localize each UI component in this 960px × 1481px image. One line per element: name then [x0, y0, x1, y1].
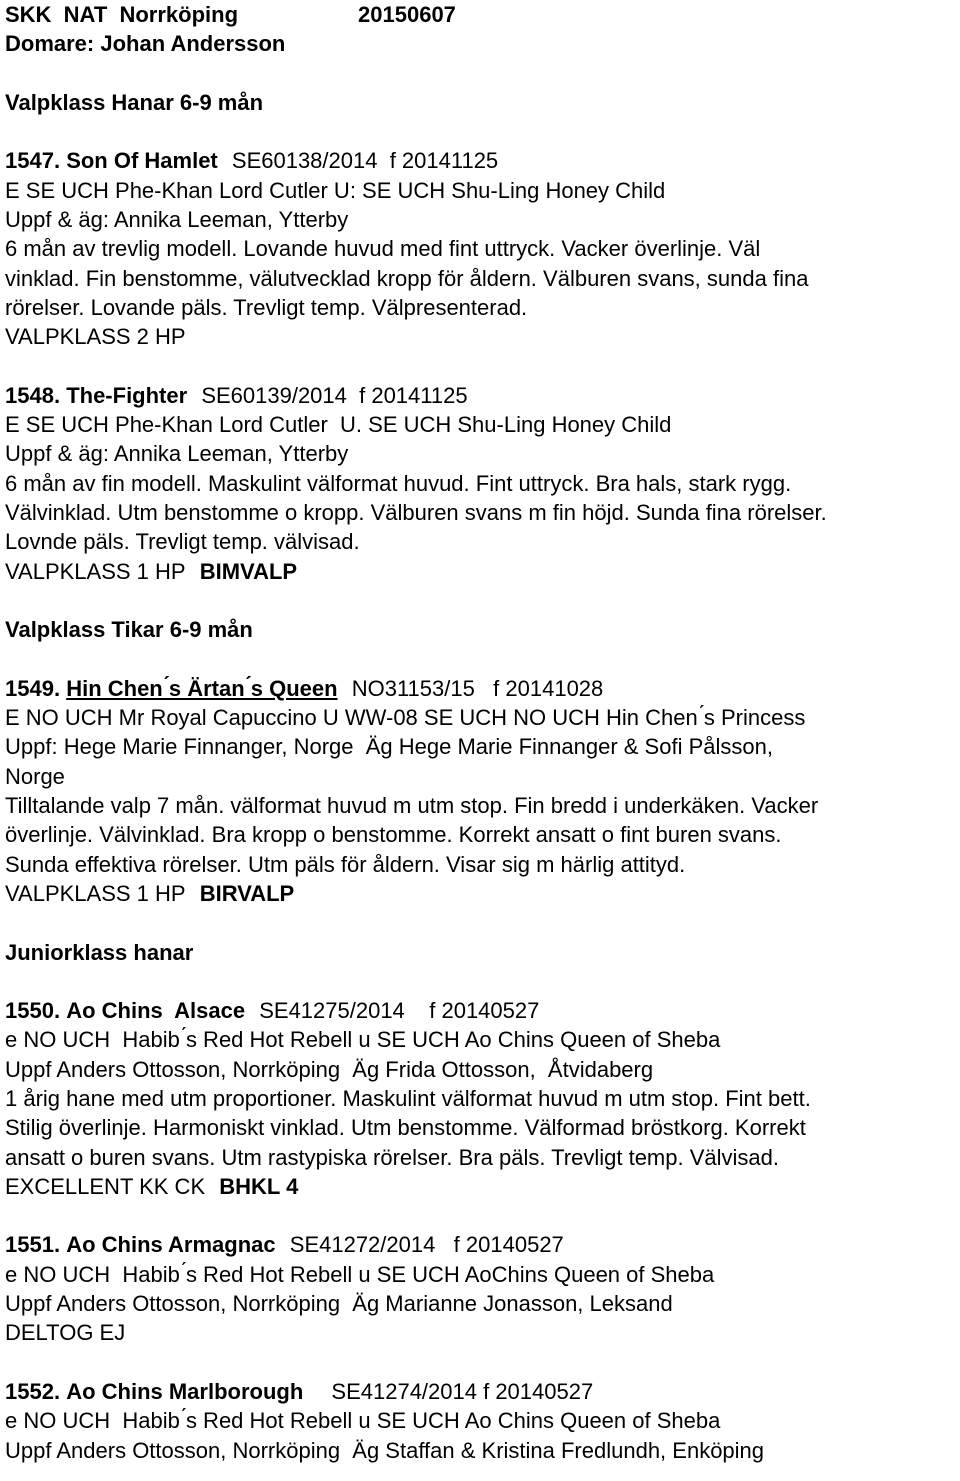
breeder-owner: Uppf Anders Ottosson, Norrköping Äg Staffan & Kristina Fredlundh, Enköping — [5, 1437, 765, 1463]
registration: NO31153/15 f 20141028 — [351, 675, 604, 701]
critique-line: rörelser. Lovande päls. Trevligt temp. Välpresenterad. — [5, 294, 528, 320]
parents: E SE UCH Phe-Khan Lord Cutler U. SE UCH Shu-Ling Honey Child — [5, 412, 672, 438]
entry-header-1548 — [5, 381, 960, 410]
parents: e NO UCH Habib ́s Red Hot Rebell u SE UCH AoChins Queen of Sheba — [5, 1261, 715, 1287]
result-line — [5, 1172, 960, 1201]
registration: SE41272/2014 f 20140527 — [289, 1232, 564, 1258]
results-document — [5, 0, 960, 1465]
entry-header-1552 — [5, 1377, 960, 1406]
spacer — [5, 1348, 960, 1377]
award: BHKL 4 — [219, 1173, 299, 1199]
class-heading: Juniorklass hanar — [5, 939, 194, 965]
breeder-owner: Uppf Anders Ottosson, Norrköping Äg Marianne Jonasson, Leksand — [5, 1291, 673, 1317]
parents: e NO UCH Habib ́s Red Hot Rebell u SE UCH Ao Chins Queen of Sheba — [5, 1408, 721, 1434]
result: EXCELLENT KK CK — [5, 1173, 206, 1199]
entry-number: 1548. — [5, 382, 61, 408]
critique-line: Sunda effektiva rörelser. Utm päls för åldern. Visar sig m härlig attityd. — [5, 851, 686, 877]
spacer — [5, 967, 960, 996]
entry-number: 1547. — [5, 148, 61, 174]
entry-number: 1552. — [5, 1378, 61, 1404]
registration: SE60138/2014 f 20141125 — [231, 148, 499, 174]
breeder-owner: Uppf Anders Ottosson, Norrköping Äg Frida Ottosson, Åtvidaberg — [5, 1056, 654, 1082]
critique-line: Välvinklad. Utm benstomme o kropp. Välburen svans m fin höjd. Sunda fina rörelser. — [5, 500, 827, 526]
result: VALPKLASS 1 HP — [5, 880, 186, 906]
class-heading: Valpklass Hanar 6-9 mån — [5, 89, 264, 115]
entry-number: 1551. — [5, 1232, 61, 1258]
result: DELTOG EJ — [5, 1320, 126, 1346]
critique-line: 6 mån av trevlig modell. Lovande huvud med fint uttryck. Vacker överlinje. Väl — [5, 236, 761, 262]
entry-header-1547 — [5, 146, 960, 175]
result-line — [5, 879, 960, 908]
dog-name: The-Fighter — [66, 382, 188, 408]
dog-name: Son Of Hamlet — [66, 148, 218, 174]
dog-name: Hin Chen ́s Ärtan ́s Queen — [66, 675, 338, 701]
header-line — [5, 0, 960, 29]
spacer — [5, 352, 960, 381]
critique-line: Tilltalande valp 7 mån. välformat huvud m utm stop. Fin bredd i underkäken. Vacker — [5, 793, 819, 819]
show-name: SKK NAT Norrköping — [5, 2, 239, 27]
breeder-owner: Norge — [5, 763, 65, 789]
parents: e NO UCH Habib ́s Red Hot Rebell u SE UCH Ao Chins Queen of Sheba — [5, 1027, 721, 1053]
breeder-owner: Uppf & äg: Annika Leeman, Ytterby — [5, 441, 349, 467]
critique-line: vinklad. Fin benstomme, välutvecklad kropp för åldern. Välburen svans, sunda fina — [5, 265, 809, 291]
registration: SE41274/2014 f 20140527 — [331, 1378, 594, 1404]
result: VALPKLASS 1 HP — [5, 558, 186, 584]
spacer — [5, 59, 960, 88]
spacer — [5, 1201, 960, 1230]
critique-line: Stilig överlinje. Harmoniskt vinklad. Utm benstomme. Välformad bröstkorg. Korrekt — [5, 1115, 806, 1141]
critique-line: 1 årig hane med utm proportioner. Maskulint välformat huvud m utm stop. Fint bett. — [5, 1085, 811, 1111]
registration: SE41275/2014 f 20140527 — [259, 998, 540, 1024]
award: BIMVALP — [199, 558, 298, 584]
award: BIRVALP — [199, 880, 295, 906]
critique-line: 6 mån av fin modell. Maskulint välformat huvud. Fint uttryck. Bra hals, stark rygg. — [5, 470, 792, 496]
registration: SE60139/2014 f 20141125 — [201, 382, 468, 408]
breeder-owner: Uppf: Hege Marie Finnanger, Norge Äg Hege Marie Finnanger & Sofi Pålsson, — [5, 734, 773, 760]
parents: E NO UCH Mr Royal Capuccino U WW-08 SE UCH NO UCH Hin Chen ́s Princess — [5, 705, 806, 731]
spacer — [5, 586, 960, 615]
spacer — [5, 645, 960, 674]
entry-number: 1549. — [5, 675, 61, 701]
critique-line: Lovnde päls. Trevligt temp. välvisad. — [5, 529, 360, 555]
entry-number: 1550. — [5, 998, 61, 1024]
result: VALPKLASS 2 HP — [5, 324, 186, 350]
show-date: 20150607 — [358, 2, 456, 27]
critique-line: ansatt o buren svans. Utm rastypiska rörelser. Bra päls. Trevligt temp. Välvisad. — [5, 1144, 779, 1170]
judge-line: Domare: Johan Andersson — [5, 31, 286, 57]
dog-name: Ao Chins Alsace — [66, 998, 246, 1024]
entry-header-1550 — [5, 996, 960, 1025]
spacer — [5, 908, 960, 937]
dog-name: Ao Chins Marlborough — [66, 1378, 304, 1404]
result-line — [5, 557, 960, 586]
entry-header-1551 — [5, 1230, 960, 1259]
parents: E SE UCH Phe-Khan Lord Cutler U: SE UCH Shu-Ling Honey Child — [5, 177, 666, 203]
dog-name: Ao Chins Armagnac — [66, 1232, 276, 1258]
critique-line: överlinje. Välvinklad. Bra kropp o benstomme. Korrekt ansatt o fint buren svans. — [5, 822, 782, 848]
spacer — [5, 117, 960, 146]
breeder-owner: Uppf & äg: Annika Leeman, Ytterby — [5, 207, 349, 233]
entry-header-1549 — [5, 674, 960, 703]
class-heading: Valpklass Tikar 6-9 mån — [5, 617, 253, 643]
